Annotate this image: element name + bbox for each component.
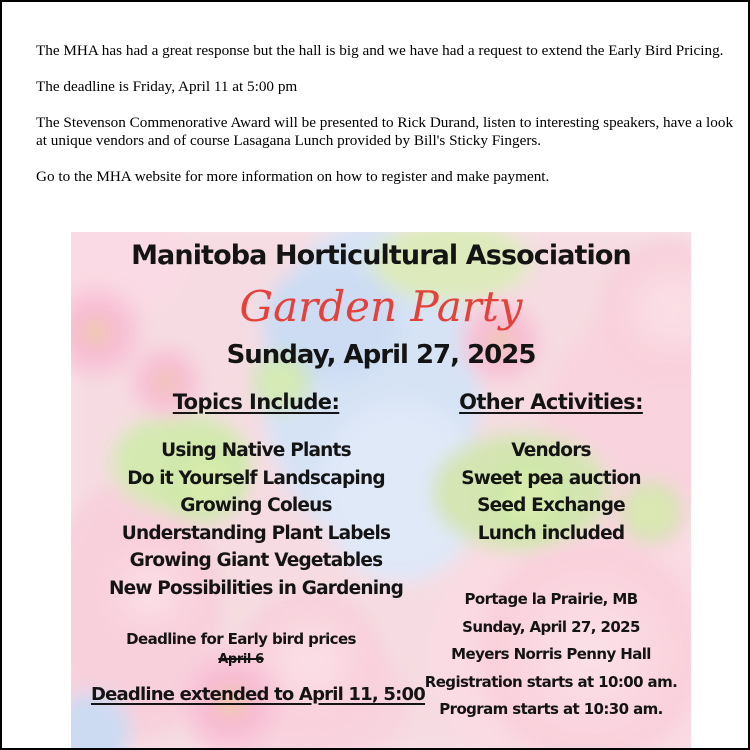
activity-item: Lunch included bbox=[477, 522, 625, 544]
event-name: Garden Party bbox=[239, 282, 523, 331]
registration-time: Registration starts at 10:00 am. bbox=[424, 672, 678, 691]
activity-item: Vendors bbox=[511, 440, 591, 461]
early-bird-old-date: April 6 bbox=[218, 652, 264, 667]
paragraph-website: Go to the MHA website for more information on how to register and make payment. bbox=[36, 168, 550, 185]
topics-list bbox=[91, 437, 421, 603]
paragraph-deadline: The deadline is Friday, April 11 at 5:00 pm bbox=[36, 78, 298, 95]
organization-name: Manitoba Horticultural Association bbox=[131, 240, 631, 271]
topic-item: Do it Yourself Landscaping bbox=[127, 467, 385, 489]
activity-item: Seed Exchange bbox=[477, 495, 625, 517]
topic-item: Using Native Plants bbox=[161, 440, 351, 461]
deadline-extended: Deadline extended to April 11, 5:00 bbox=[91, 684, 425, 705]
event-details-list bbox=[411, 586, 691, 724]
topic-item: Understanding Plant Labels bbox=[121, 522, 391, 544]
event-location: Portage la Prairie, MB bbox=[464, 590, 638, 608]
topic-item: Growing Giant Vegetables bbox=[129, 550, 383, 572]
event-detail-date: Sunday, April 27, 2025 bbox=[462, 617, 640, 636]
topic-item: Growing Coleus bbox=[180, 495, 332, 517]
email-message bbox=[36, 42, 736, 204]
activity-item: Sweet pea auction bbox=[461, 467, 641, 489]
paragraph-award: The Stevenson Commenorative Award will be presented to Rick Durand, listen to interesting speakers, have a look at unique vendors and of course Lasagana Lunch provided by Bill's Sticky Fingers. bbox=[36, 114, 734, 149]
paragraph-extension: The MHA has had a great response but the hall is big and we have had a request to extend the Early Bird Pricing. bbox=[36, 42, 724, 59]
garden-party-poster bbox=[71, 232, 691, 750]
activities-heading: Other Activities: bbox=[459, 390, 643, 414]
activities-list bbox=[411, 437, 691, 547]
event-date: Sunday, April 27, 2025 bbox=[226, 340, 536, 370]
topics-heading: Topics Include: bbox=[172, 390, 340, 414]
early-bird-label: Deadline for Early bird prices bbox=[126, 630, 356, 648]
event-venue: Meyers Norris Penny Hall bbox=[451, 645, 651, 663]
topic-item: New Possibilities in Gardening bbox=[108, 577, 404, 599]
program-time: Program starts at 10:30 am. bbox=[439, 700, 663, 718]
